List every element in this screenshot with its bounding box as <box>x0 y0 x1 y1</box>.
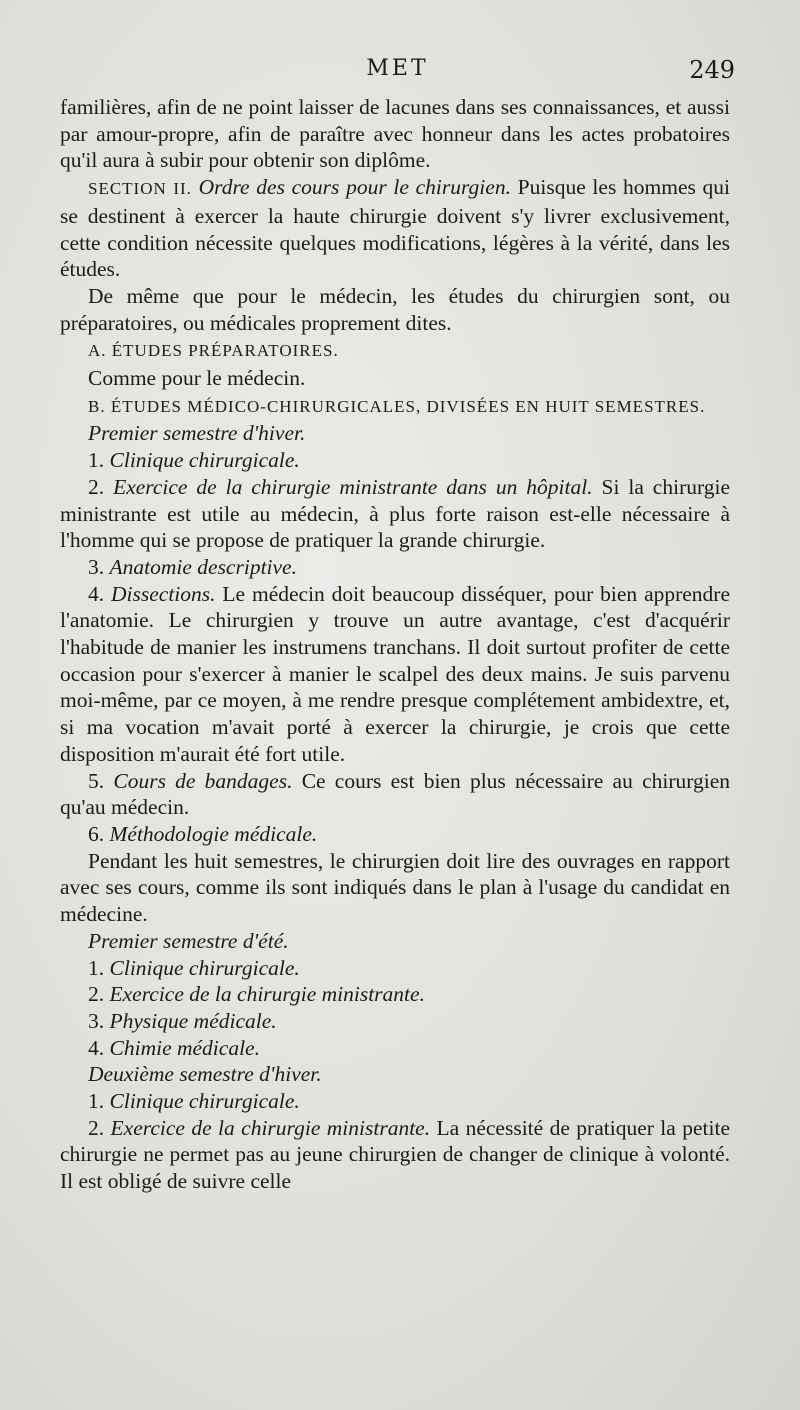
paragraph-studies: De même que pour le médecin, les études du chirurgien sont, ou préparatoires, ou médicales proprement dites. <box>60 283 730 335</box>
heading-preparatory-studies: A. ÉTUDES PRÉPARATOIRES. <box>88 341 339 361</box>
semester-heading: Premier semestre d'hiver. <box>88 421 306 446</box>
course-item: 2. Exercice de la chirurgie ministrante dans un hôpital. Si la chirurgie ministrante est utile au médecin, à plus forte raison est-elle nécessaire à l'homme qui se propose de pratiquer la grande chirurgie. <box>60 474 731 553</box>
paragraph-continuation: familières, afin de ne point laisser de lacunes dans ses connaissances, et aussi par amour-propre, afin de paraître avec honneur dans les actes probatoires qu'il aura à subir pour obtenir son diplôme. <box>60 95 730 173</box>
paragraph-reading: Pendant les huit semestres, le chirurgien doit lire des ouvrages en rapport avec ses cours, comme ils sont indiqués dans le plan à l'usage du candidat en médecine. <box>60 848 730 927</box>
course-item: 1. Clinique chirurgicale. <box>88 1089 300 1114</box>
body-text <box>60 94 730 1195</box>
section-label: SECTION II. <box>88 179 192 199</box>
course-item: 2. Exercice de la chirurgie ministrante. <box>88 982 425 1007</box>
course-item: 4. Chimie médicale. <box>88 1035 260 1060</box>
section-two-paragraph: SECTION II. Ordre des cours pour le chirurgien. Puisque les hommes qui se destinent à exercer la haute chirurgie doivent s'y livrer exclusivement, cette condition nécessite quelques modifications, légères à la vérité, dans les études. <box>60 175 731 282</box>
course-item: 6. Méthodologie médicale. <box>88 821 318 846</box>
heading-medico-surgical-studies: B. ÉTUDES MÉDICO-CHIRURGICALES, DIVISÉES EN HUIT SEMESTRES. <box>88 396 706 416</box>
course-item: 1. Clinique chirurgicale. <box>88 448 300 473</box>
course-item: 1. Clinique chirurgicale. <box>88 955 300 980</box>
running-head: MET <box>366 56 429 81</box>
semester-heading: Deuxième semestre d'hiver. <box>88 1062 322 1087</box>
page-header <box>60 56 735 86</box>
page-number: 249 <box>689 56 735 84</box>
course-item: 2. Exercice de la chirurgie ministrante. La nécessité de pratiquer la petite chirurgie ne permet pas au jeune chirurgien de changer de clinique à volonté. Il est obligé de suivre celle <box>60 1115 730 1194</box>
course-item: 3. Anatomie descriptive. <box>88 554 297 579</box>
section-title: Ordre des cours pour le chirurgien. <box>198 175 511 200</box>
course-item: 4. Dissections. Le médecin doit beaucoup disséquer, pour bien apprendre l'anatomie. Le chirurgien y trouve un autre avantage, c'est d'acquérir l'habitude de manier les instrumens tranchans. Il doit surtout profiter de cette occasion pour s'exercer à manier le scalpel des deux mains. Je suis parvenu moi-même, par ce moyen, à me rendre presque complétement ambidextre, et, si ma vocation m'avait porté à exercer la chirurgie, je crois que cette disposition m'aurait été fort utile. <box>60 581 731 766</box>
paragraph-like-physician: Comme pour le médecin. <box>88 366 306 391</box>
semester-heading: Premier semestre d'été. <box>88 928 289 953</box>
course-item: 3. Physique médicale. <box>88 1008 277 1033</box>
course-item: 5. Cours de bandages. Ce cours est bien plus nécessaire au chirurgien qu'au médecin. <box>60 768 731 820</box>
